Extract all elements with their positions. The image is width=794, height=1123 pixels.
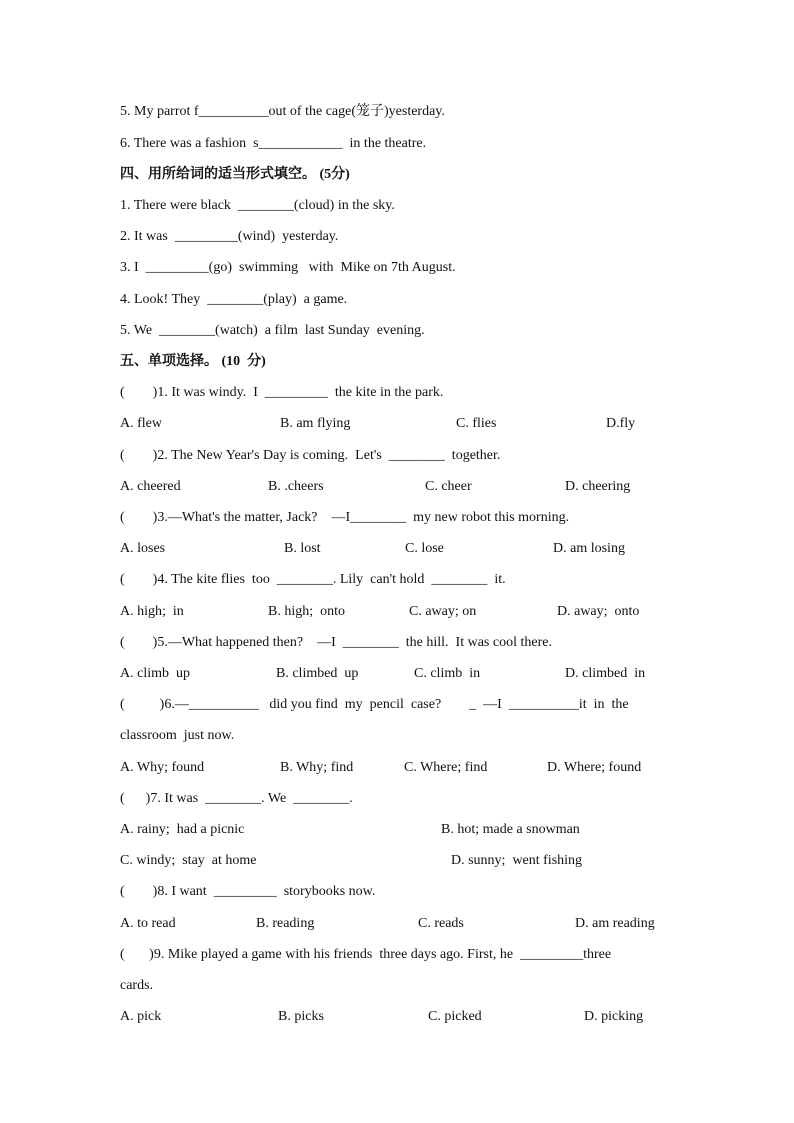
mc4-option-a: A. high; in bbox=[120, 604, 184, 619]
mc6-option-a: A. Why; found bbox=[120, 760, 205, 775]
section-5-title: 五、单项选择。 (10 分) bbox=[120, 354, 266, 369]
section-4-title: 四、用所给词的适当形式填空。 (5分) bbox=[120, 167, 350, 182]
mc-question-7: ( )7. It was ________. We ________. bbox=[120, 791, 353, 806]
mc3-option-a: A. loses bbox=[120, 541, 166, 556]
mc6-option-b: B. Why; find bbox=[280, 760, 354, 775]
mc-question-3: ( )3.—What's the matter, Jack? —I________ my new robot this morning. bbox=[120, 510, 570, 525]
mc-question-2: ( )2. The New Year's Day is coming. Let's ________ together. bbox=[120, 448, 501, 463]
mc3-option-c: C. lose bbox=[405, 541, 444, 556]
mc2-option-a: A. cheered bbox=[120, 479, 181, 494]
mc5-option-b: B. climbed up bbox=[276, 666, 359, 681]
mc9-option-d: D. picking bbox=[584, 1009, 644, 1024]
s4-item-1: 1. There were black ________(cloud) in the sky. bbox=[120, 198, 395, 213]
s4-item-4: 4. Look! They ________(play) a game. bbox=[120, 292, 348, 307]
mc-question-9-continued: cards. bbox=[120, 978, 154, 993]
mc3-option-d: D. am losing bbox=[553, 541, 625, 556]
mc6-option-d: D. Where; found bbox=[547, 760, 642, 775]
s4-item-3: 3. I _________(go) swimming with Mike on 7th August. bbox=[120, 260, 456, 275]
mc7-option-b: B. hot; made a snowman bbox=[441, 822, 580, 837]
mc1-option-b: B. am flying bbox=[280, 416, 351, 431]
question-6-fill: 6. There was a fashion s____________ in the theatre. bbox=[120, 136, 427, 151]
s4-item-5: 5. We ________(watch) a film last Sunday evening. bbox=[120, 323, 425, 338]
mc-question-6: ( )6.—__________ did you find my pencil case? _ —I __________it in the bbox=[120, 697, 629, 712]
mc2-option-c: C. cheer bbox=[425, 479, 472, 494]
mc9-option-a: A. pick bbox=[120, 1009, 162, 1024]
mc6-option-c: C. Where; find bbox=[404, 760, 488, 775]
mc5-option-c: C. climb in bbox=[414, 666, 481, 681]
mc7-option-c: C. windy; stay at home bbox=[120, 853, 257, 868]
mc9-option-c: C. picked bbox=[428, 1009, 482, 1024]
mc8-option-a: A. to read bbox=[120, 916, 176, 931]
mc7-option-a: A. rainy; had a picnic bbox=[120, 822, 245, 837]
mc2-option-b: B. .cheers bbox=[268, 479, 324, 494]
mc-question-4: ( )4. The kite flies too ________. Lily can't hold ________ it. bbox=[120, 572, 506, 587]
mc3-option-b: B. lost bbox=[284, 541, 321, 556]
mc7-option-d: D. sunny; went fishing bbox=[451, 853, 583, 868]
mc-question-5: ( )5.—What happened then? —I ________ the hill. It was cool there. bbox=[120, 635, 552, 650]
mc1-option-d: D.fly bbox=[606, 416, 636, 431]
mc5-option-a: A. climb up bbox=[120, 666, 190, 681]
mc8-option-b: B. reading bbox=[256, 916, 315, 931]
mc8-option-c: C. reads bbox=[418, 916, 464, 931]
mc-question-9: ( )9. Mike played a game with his friends three days ago. First, he _________three bbox=[120, 947, 612, 962]
question-5-fill: 5. My parrot f__________out of the cage(笼子)yesterday. bbox=[120, 104, 445, 119]
mc-question-8: ( )8. I want _________ storybooks now. bbox=[120, 884, 376, 899]
mc1-option-a: A. flew bbox=[120, 416, 162, 431]
mc1-option-c: C. flies bbox=[456, 416, 497, 431]
mc-question-6-continued: classroom just now. bbox=[120, 728, 235, 743]
mc8-option-d: D. am reading bbox=[575, 916, 655, 931]
mc4-option-c: C. away; on bbox=[409, 604, 477, 619]
mc4-option-b: B. high; onto bbox=[268, 604, 346, 619]
mc2-option-d: D. cheering bbox=[565, 479, 631, 494]
mc-question-1: ( )1. It was windy. I _________ the kite in the park. bbox=[120, 385, 444, 400]
s4-item-2: 2. It was _________(wind) yesterday. bbox=[120, 229, 339, 244]
mc5-option-d: D. climbed in bbox=[565, 666, 646, 681]
mc9-option-b: B. picks bbox=[278, 1009, 324, 1024]
mc4-option-d: D. away; onto bbox=[557, 604, 640, 619]
